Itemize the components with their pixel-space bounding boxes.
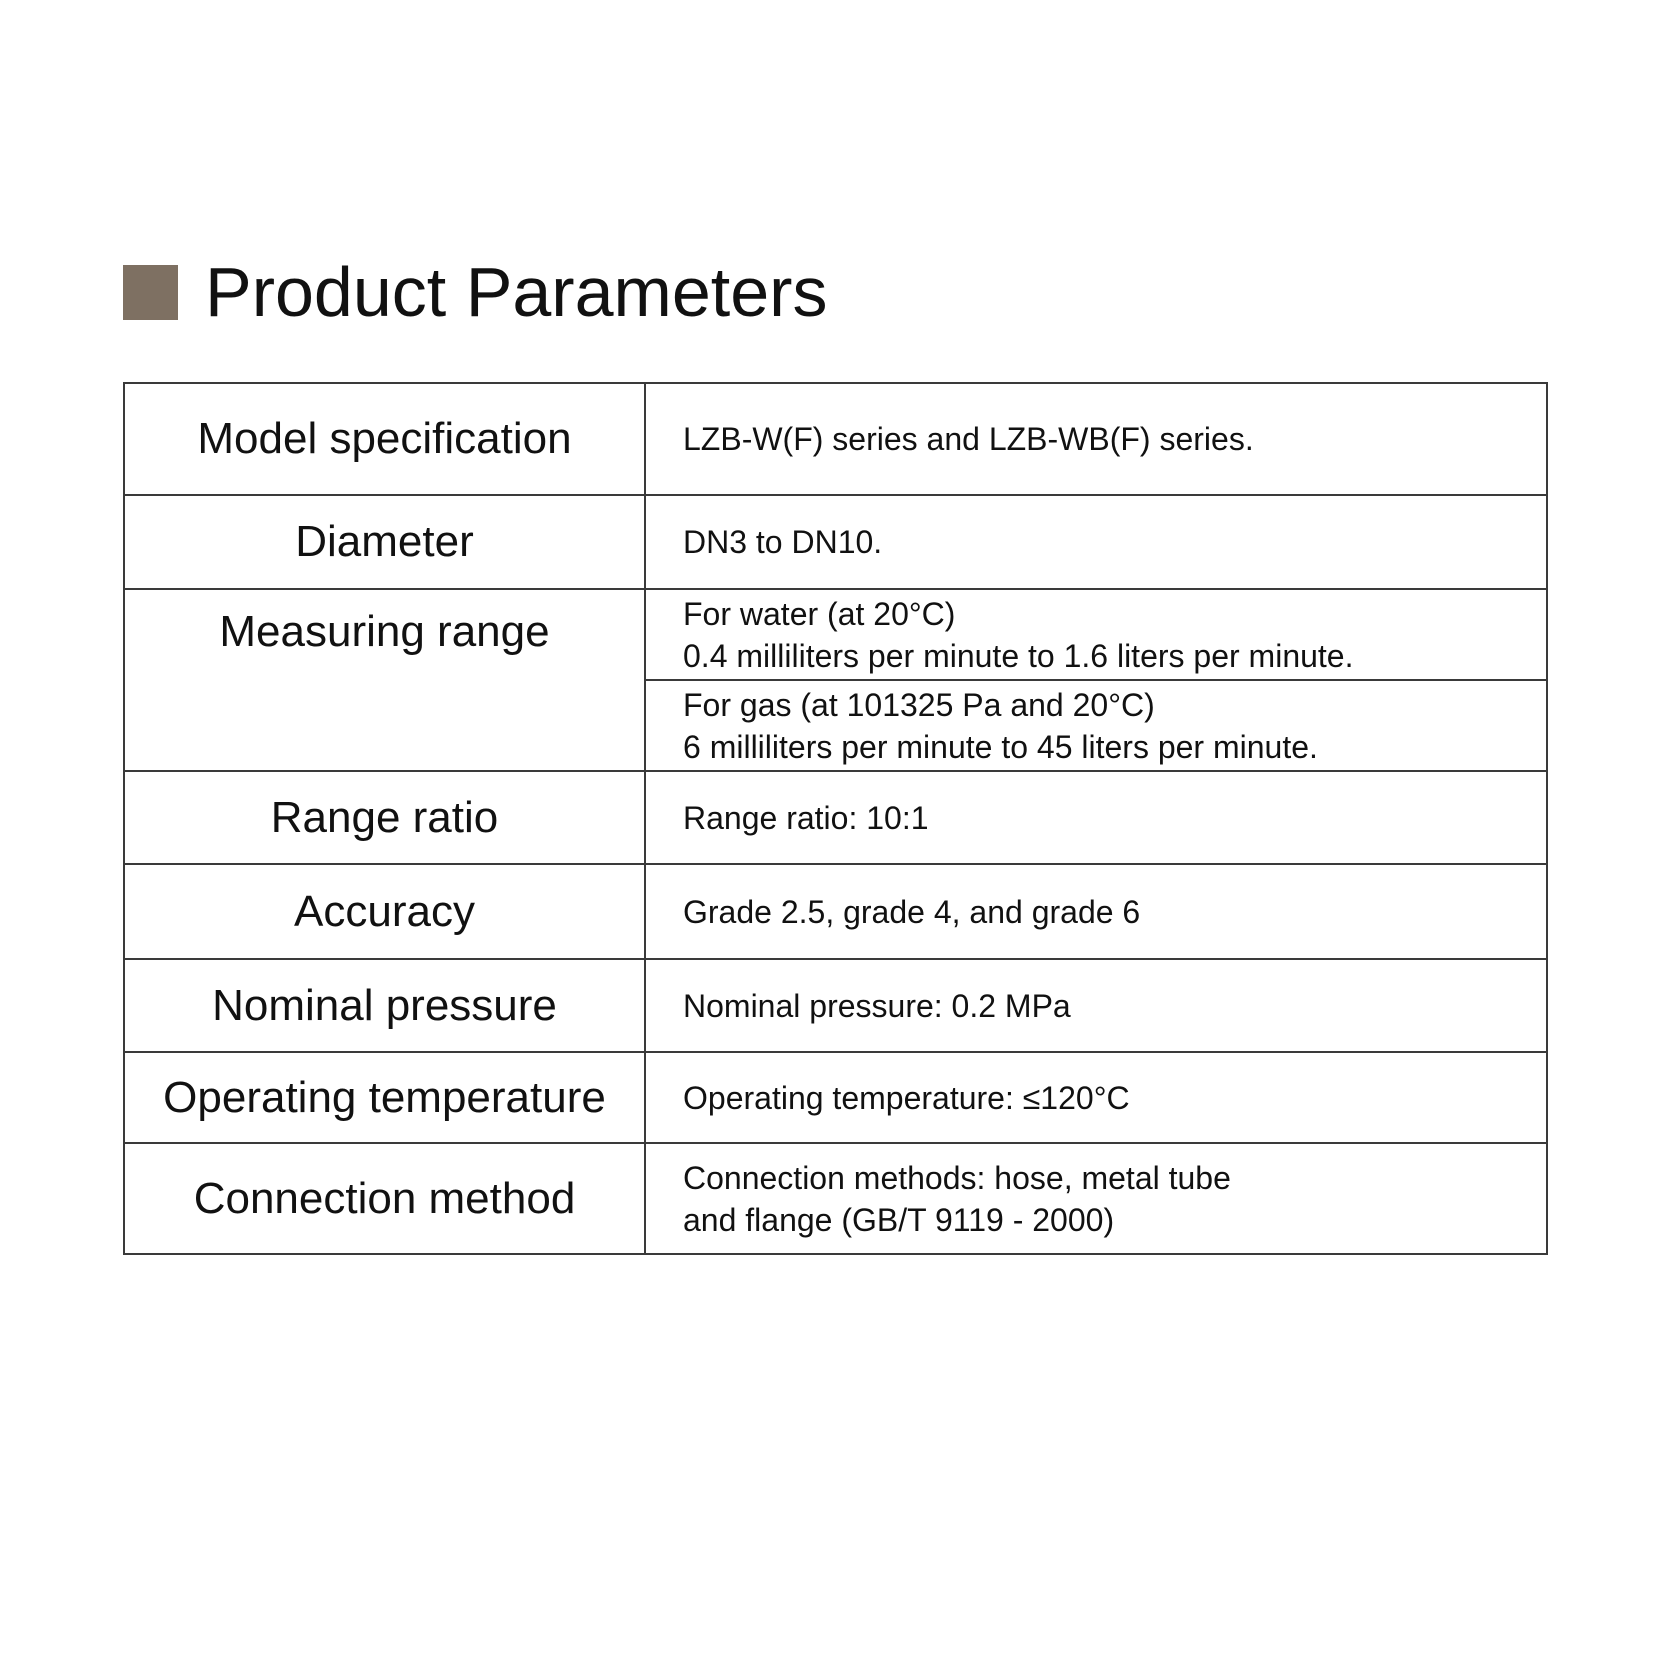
table-row (124, 959, 1547, 1052)
table-row (124, 1052, 1547, 1143)
table-row (124, 589, 1547, 680)
gas-range-line-2: 6 milliliters per minute to 45 liters per minute. (683, 728, 1318, 765)
param-label-operating-temperature: Operating temperature (124, 1052, 645, 1143)
param-value-measuring-range-gas (645, 680, 1547, 771)
param-value-nominal-pressure: Nominal pressure: 0.2 MPa (645, 959, 1547, 1052)
parameters-table (123, 382, 1548, 1255)
square-marker-icon (123, 265, 178, 320)
param-value-operating-temperature: Operating temperature: ≤120°C (645, 1052, 1547, 1143)
param-label-measuring-range-cell (124, 589, 645, 771)
param-value-accuracy: Grade 2.5, grade 4, and grade 6 (645, 864, 1547, 959)
table-row (124, 771, 1547, 864)
gas-range-line-1: For gas (at 101325 Pa and 20°C) (683, 686, 1155, 723)
param-value-measuring-range-water (645, 589, 1547, 680)
param-value-diameter: DN3 to DN10. (645, 495, 1547, 589)
page-title: Product Parameters (205, 253, 828, 331)
table-row (124, 864, 1547, 959)
param-label-measuring-range: Measuring range (219, 607, 550, 656)
page-header (123, 252, 827, 332)
param-value-range-ratio: Range ratio: 10:1 (645, 771, 1547, 864)
param-label-nominal-pressure: Nominal pressure (124, 959, 645, 1052)
param-value-model: LZB-W(F) series and LZB-WB(F) series. (645, 383, 1547, 495)
param-label-model: Model specification (124, 383, 645, 495)
param-label-accuracy: Accuracy (124, 864, 645, 959)
param-value-connection-method (645, 1143, 1547, 1254)
table-row (124, 383, 1547, 495)
param-label-connection-method: Connection method (124, 1143, 645, 1254)
connection-line-1: Connection methods: hose, metal tube (683, 1159, 1231, 1196)
connection-line-2: and flange (GB/T 9119 - 2000) (683, 1201, 1115, 1238)
table-row (124, 1143, 1547, 1254)
table-row (124, 495, 1547, 589)
water-range-line-2: 0.4 milliliters per minute to 1.6 liters per minute. (683, 637, 1354, 674)
param-label-range-ratio: Range ratio (124, 771, 645, 864)
water-range-line-1: For water (at 20°C) (683, 595, 956, 632)
param-label-diameter: Diameter (124, 495, 645, 589)
